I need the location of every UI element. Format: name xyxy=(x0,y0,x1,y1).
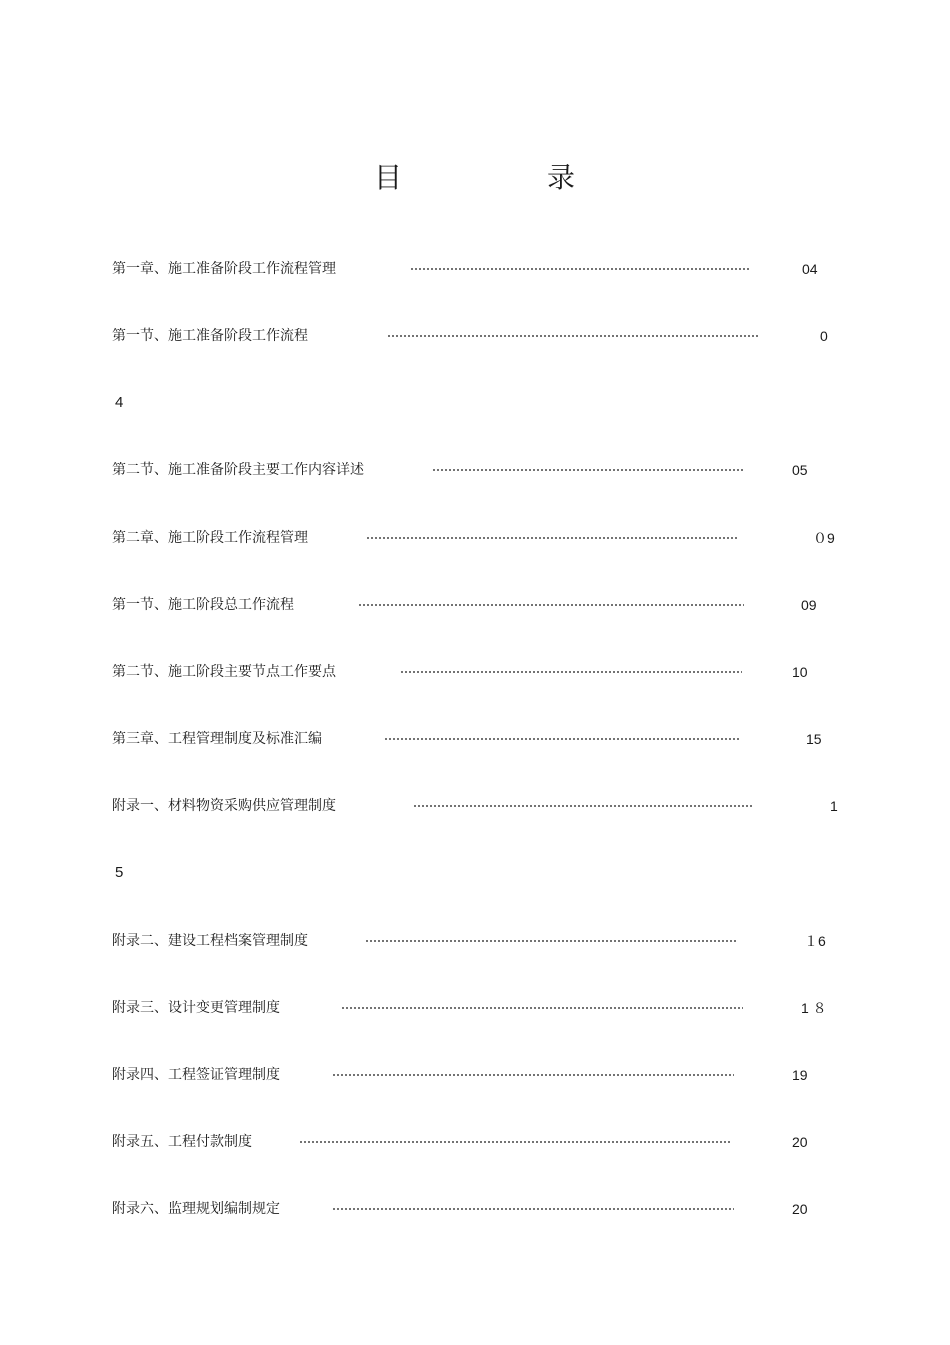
toc-entry[interactable] xyxy=(0,660,950,684)
toc-entry-page: 19 xyxy=(792,1067,808,1083)
toc-entry-label: 附录一、材料物资采购供应管理制度 xyxy=(112,798,336,814)
dot-leader xyxy=(384,738,740,740)
dot-leader xyxy=(332,1074,734,1076)
toc-entry[interactable] xyxy=(0,794,950,818)
toc-entry-page: 09 xyxy=(801,597,817,613)
toc-entry[interactable] xyxy=(0,458,950,482)
toc-entry-page: 0 xyxy=(820,328,828,344)
dot-leader xyxy=(358,604,744,606)
toc-entry-label: 第一章、施工准备阶段工作流程管理 xyxy=(112,261,336,277)
toc-entry-page: 1 ８ xyxy=(801,1000,827,1016)
dot-leader xyxy=(432,469,744,471)
dot-leader xyxy=(299,1141,731,1143)
toc-entry-page: 15 xyxy=(806,731,822,747)
toc-entry[interactable] xyxy=(0,1130,950,1154)
dot-leader xyxy=(413,805,753,807)
toc-entry-label: 附录二、建设工程档案管理制度 xyxy=(112,933,308,949)
toc-entry[interactable] xyxy=(0,257,950,281)
dot-leader xyxy=(410,268,750,270)
dot-leader xyxy=(332,1208,734,1210)
toc-entry-page: １6 xyxy=(804,933,826,949)
toc-entry-page: 04 xyxy=(802,261,818,277)
toc-title-char-2: 录 xyxy=(547,161,576,194)
toc-entry-label: 附录三、设计变更管理制度 xyxy=(112,1000,280,1016)
toc-entry-page-continued: 5 xyxy=(115,864,124,881)
toc-entry[interactable] xyxy=(0,929,950,953)
dot-leader xyxy=(400,671,742,673)
dot-leader xyxy=(365,940,737,942)
toc-entry-label: 第三章、工程管理制度及标准汇编 xyxy=(112,731,322,747)
toc-entry-page-continued: 4 xyxy=(115,394,124,411)
toc-entry-label: 第二节、施工准备阶段主要工作内容详述 xyxy=(112,462,364,478)
toc-entry[interactable] xyxy=(0,727,950,751)
toc-entry-label: 附录五、工程付款制度 xyxy=(112,1134,252,1150)
dot-leader xyxy=(387,335,759,337)
toc-title-char-1: 目 xyxy=(374,161,403,194)
toc-entry-page: 1 xyxy=(830,798,838,814)
toc-entry-label: 第二章、施工阶段工作流程管理 xyxy=(112,530,308,546)
toc-entry[interactable] xyxy=(0,996,950,1020)
toc-entry-label: 附录六、监理规划编制规定 xyxy=(112,1201,280,1217)
toc-entry-page: 10 xyxy=(792,664,808,680)
dot-leader xyxy=(366,537,738,539)
toc-entry-page: 20 xyxy=(792,1201,808,1217)
toc-entry-label: 第一节、施工阶段总工作流程 xyxy=(112,597,294,613)
dot-leader xyxy=(341,1007,743,1009)
toc-entry-page: 20 xyxy=(792,1134,808,1150)
toc-entry[interactable] xyxy=(0,324,950,348)
toc-entry[interactable] xyxy=(0,593,950,617)
toc-entry[interactable] xyxy=(0,1063,950,1087)
toc-entry-label: 附录四、工程签证管理制度 xyxy=(112,1067,280,1083)
toc-entry-page: ０9 xyxy=(813,530,835,546)
toc-entry[interactable] xyxy=(0,1197,950,1221)
toc-entry-label: 第二节、施工阶段主要节点工作要点 xyxy=(112,664,336,680)
toc-entry-label: 第一节、施工准备阶段工作流程 xyxy=(112,328,308,344)
toc-entry[interactable] xyxy=(0,526,950,550)
toc-entry-page: 05 xyxy=(792,462,808,478)
